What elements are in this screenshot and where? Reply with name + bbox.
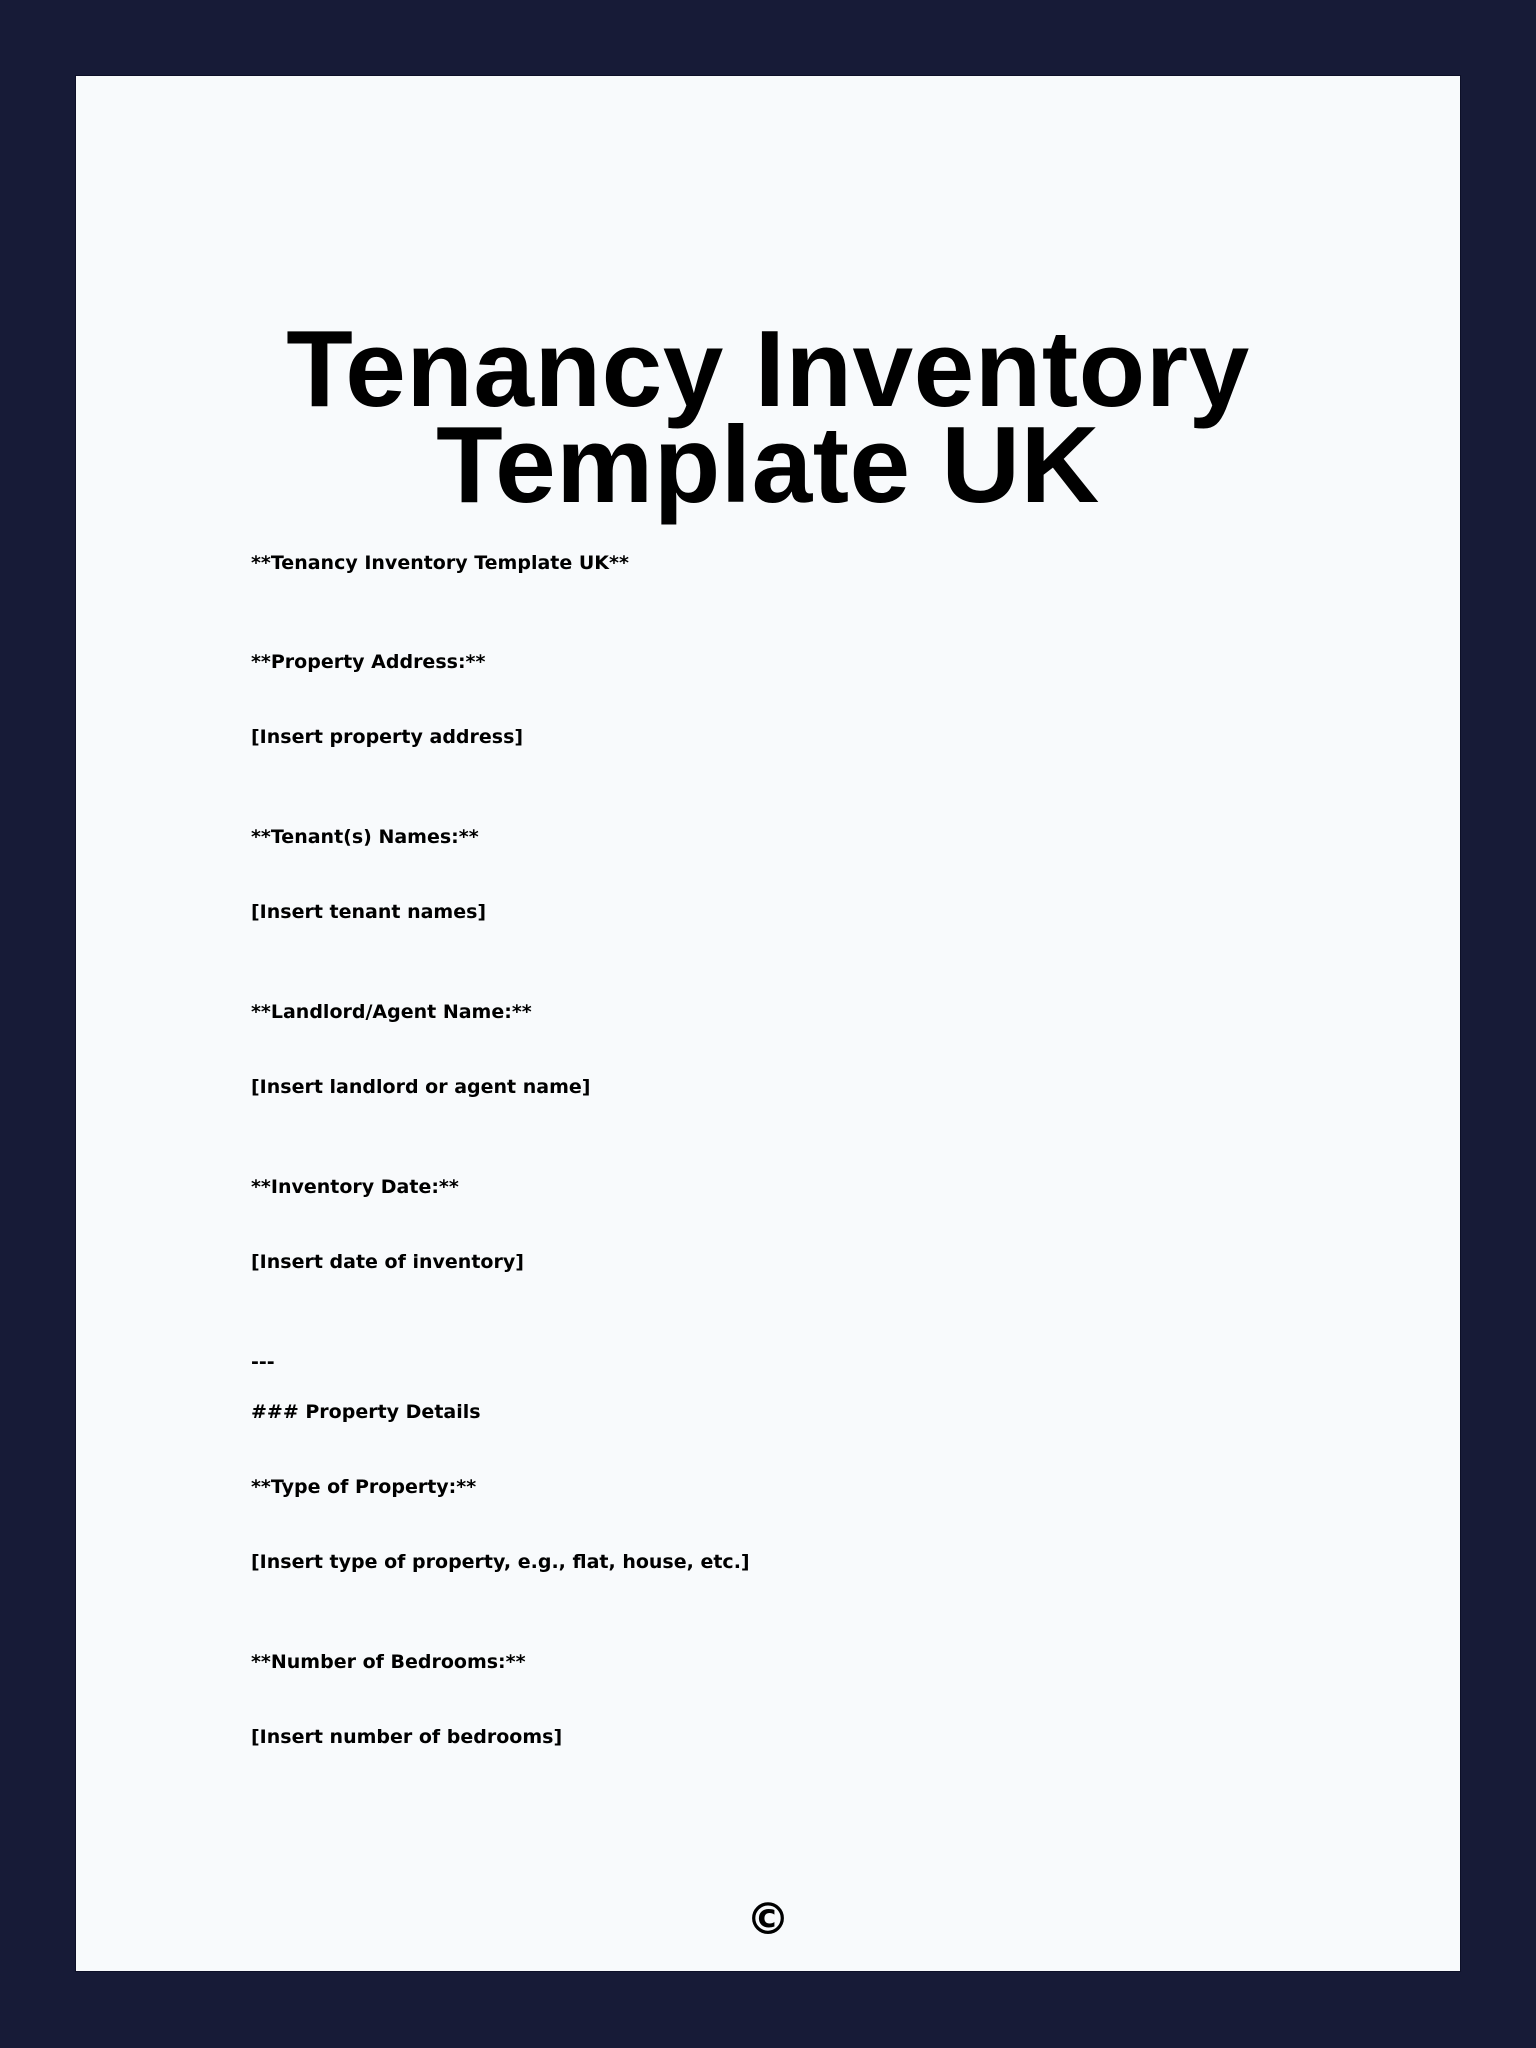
copyright-symbol: © [746, 1894, 790, 1945]
label-property-address: **Property Address:** [251, 651, 486, 673]
heading-template-name: **Tenancy Inventory Template UK** [251, 552, 629, 574]
document-page [75, 75, 1461, 1972]
value-landlord-agent-name: [Insert landlord or agent name] [251, 1076, 591, 1098]
value-tenant-names: [Insert tenant names] [251, 901, 487, 923]
section-heading-property-details: ### Property Details [251, 1401, 481, 1423]
value-inventory-date: [Insert date of inventory] [251, 1251, 524, 1273]
section-divider: --- [251, 1351, 275, 1373]
value-type-of-property: [Insert type of property, e.g., flat, house, etc.] [251, 1551, 750, 1573]
value-property-address: [Insert property address] [251, 726, 524, 748]
label-type-of-property: **Type of Property:** [251, 1476, 477, 1498]
document-title: Tenancy Inventory Template UK [286, 308, 1250, 526]
label-inventory-date: **Inventory Date:** [251, 1176, 459, 1198]
label-number-of-bedrooms: **Number of Bedrooms:** [251, 1651, 526, 1673]
label-landlord-agent-name: **Landlord/Agent Name:** [251, 1001, 532, 1023]
value-number-of-bedrooms: [Insert number of bedrooms] [251, 1726, 563, 1748]
label-tenant-names: **Tenant(s) Names:** [251, 826, 479, 848]
